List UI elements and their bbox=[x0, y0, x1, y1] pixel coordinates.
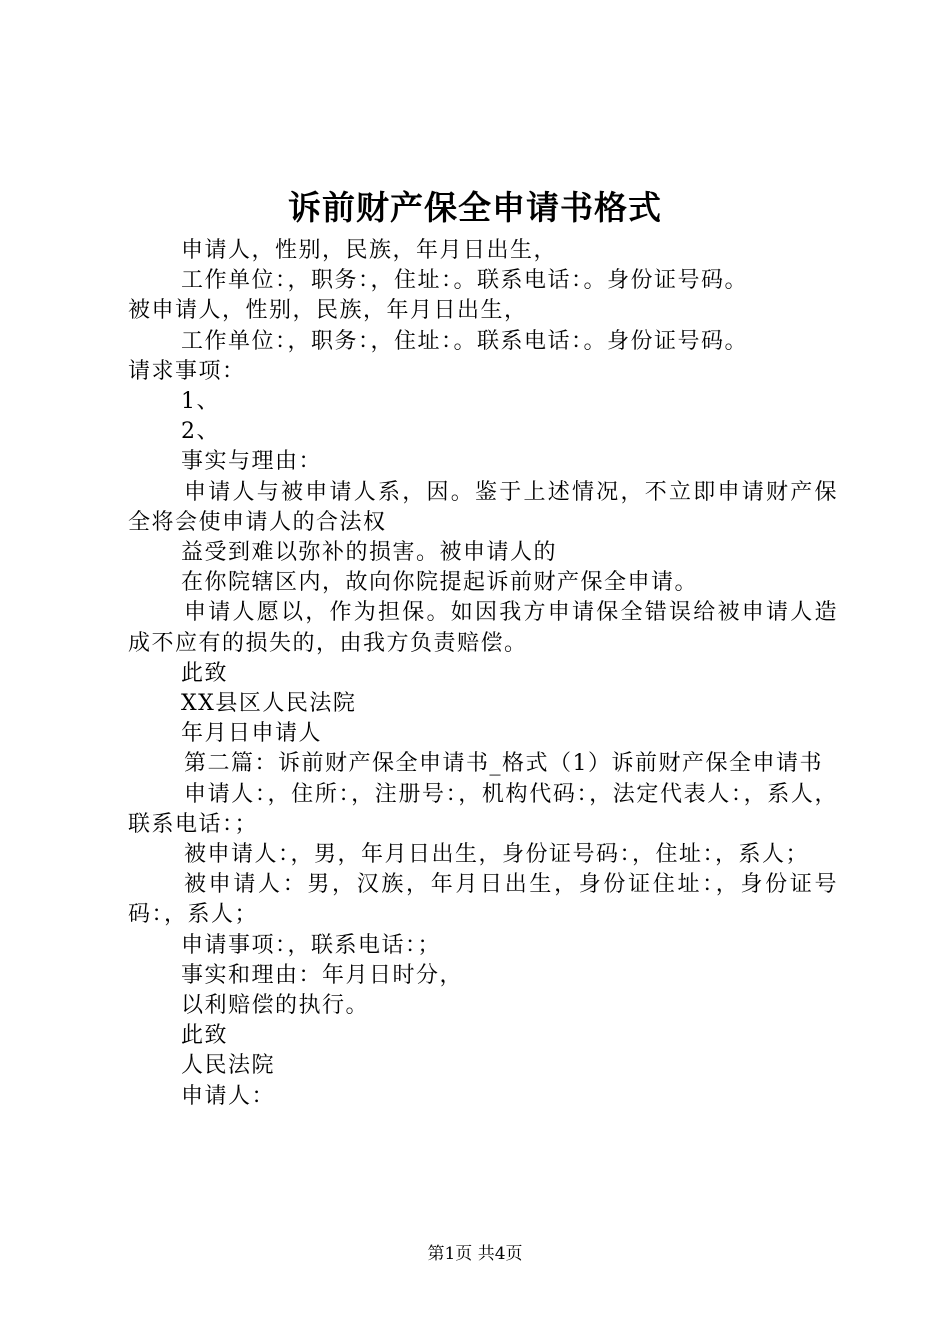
paragraph-second-court: 人民法院 bbox=[181, 1053, 276, 1079]
paragraph-second-article-title: 第二篇：诉前财产保全申请书_格式（1）诉前财产保全申请书 bbox=[184, 751, 823, 777]
paragraph-respondent: 被申请人，性别，民族，年月日出生， bbox=[128, 298, 528, 324]
paragraph-request-item-2: 2、 bbox=[181, 419, 220, 445]
document-title: 诉前财产保全申请书格式 bbox=[288, 188, 662, 227]
paragraph-second-execution: 以利赔偿的执行。 bbox=[181, 993, 370, 1019]
paragraph-second-applicant-signature: 申请人： bbox=[181, 1083, 276, 1109]
paragraph-salutation: 此致 bbox=[181, 660, 229, 686]
document-body bbox=[128, 236, 838, 1112]
paragraph-second-request: 申请事项：，联系电话：； bbox=[181, 932, 442, 958]
paragraph-facts-body: 申请人与被申请人系，因。鉴于上述情况，不立即申请财产保全将会使申请人的合法权 bbox=[128, 479, 838, 535]
paragraph-jurisdiction: 在你院辖区内，故向你院提起诉前财产保全申请。 bbox=[181, 570, 699, 596]
paragraph-request-item-1: 1、 bbox=[181, 389, 220, 415]
paragraph-request-heading: 请求事项： bbox=[128, 358, 246, 384]
paragraph-court: XX县区人民法院 bbox=[181, 691, 357, 717]
paragraph-guarantee: 申请人愿以，作为担保。如因我方申请保全错误给被申请人造成不应有的损失的，由我方负责赔偿。 bbox=[128, 600, 838, 656]
paragraph-second-salutation: 此致 bbox=[181, 1023, 229, 1049]
paragraph-second-applicant: 申请人：，住所：，注册号：，机构代码：，法定代表人：，系人，联系电话：； bbox=[128, 781, 838, 837]
paragraph-second-respondent-2: 被申请人：男，汉族，年月日出生，身份证住址：，身份证号码：，系人； bbox=[128, 872, 838, 928]
paragraph-second-facts: 事实和理由：年月日时分， bbox=[181, 962, 464, 988]
paragraph-second-respondent-1: 被申请人：，男，年月日出生，身份证号码：，住址：，系人； bbox=[184, 842, 810, 868]
page-number: 第1页 共4页 bbox=[427, 1244, 523, 1264]
paragraph-signature-date: 年月日申请人 bbox=[181, 721, 323, 747]
paragraph-facts-continued: 益受到难以弥补的损害。被申请人的 bbox=[181, 540, 558, 566]
paragraph-applicant-details: 工作单位：，职务：，住址：。联系电话：。身份证号码。 bbox=[181, 268, 749, 294]
paragraph-applicant: 申请人，性别，民族，年月日出生， bbox=[181, 238, 558, 263]
paragraph-facts-heading: 事实与理由： bbox=[181, 449, 323, 475]
paragraph-respondent-details: 工作单位：，职务：，住址：。联系电话：。身份证号码。 bbox=[181, 328, 749, 354]
